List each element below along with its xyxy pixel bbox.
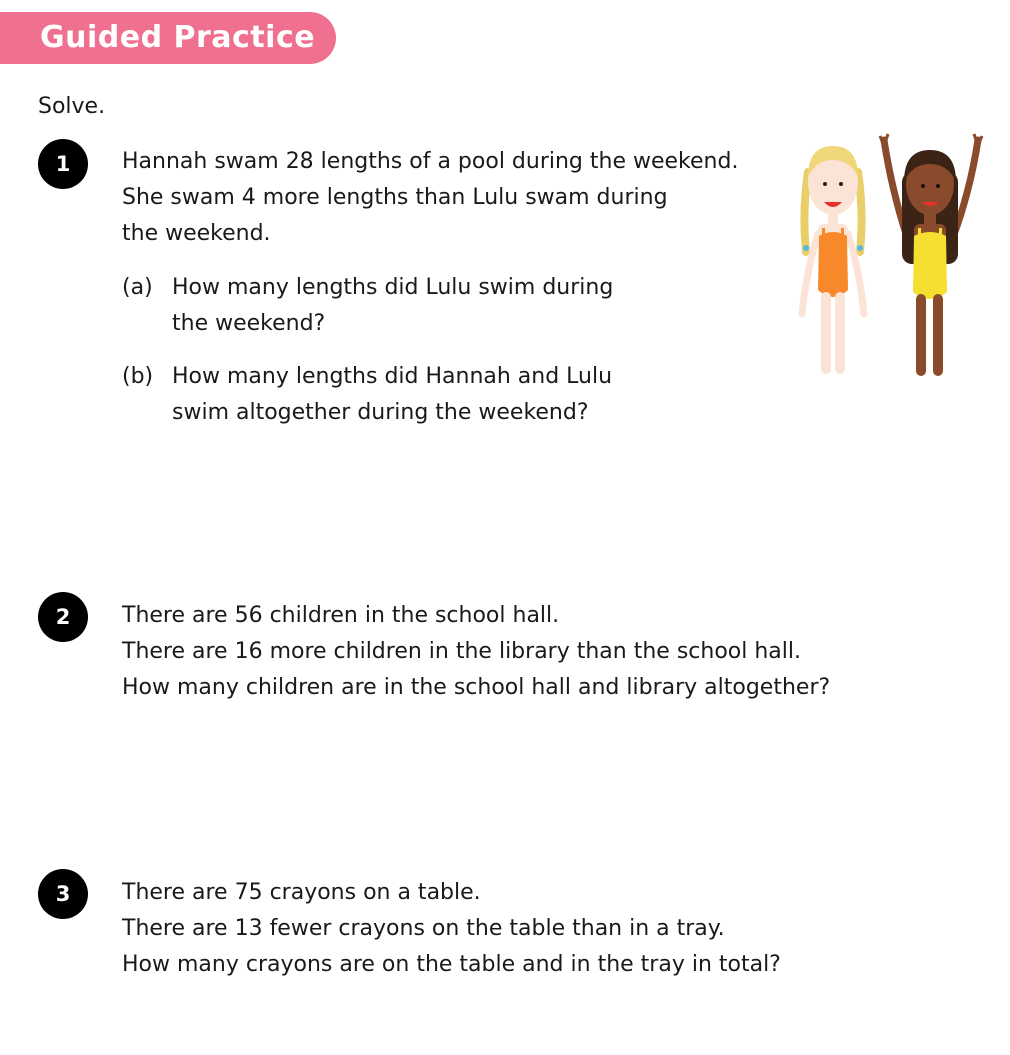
question-1-part-b [0,359,700,439]
part-label: (a) [122,275,153,300]
question-number-badge: 1 [38,139,88,189]
question-number-badge: 2 [38,592,88,642]
question-line: There are 75 crayons on a table. [122,880,481,905]
question-line: There are 13 fewer crayons on the table than in a tray. [122,916,725,941]
swimmer-blonde [802,146,864,374]
question-line: the weekend. [122,221,271,246]
question-line: Hannah swam 28 lengths of a pool during the weekend. [122,149,739,174]
question-3-text [122,875,781,983]
part-text [172,270,613,342]
part-line: the weekend? [172,311,326,336]
part-line: swim altogether during the weekend? [172,400,589,425]
question-line: There are 56 children in the school hall. [122,603,560,628]
swimmer-dark-hair [880,134,982,376]
page-title: Guided Practice [0,12,336,64]
question-2-text [122,598,830,706]
question-line: She swam 4 more lengths than Lulu swam during [122,185,668,210]
question-1-part-a [0,270,700,350]
part-line: How many lengths did Lulu swim during [172,275,614,300]
part-text [172,359,612,431]
part-line: How many lengths did Hannah and Lulu [172,364,613,389]
two-swimmers-illustration [792,132,988,382]
question-line: How many children are in the school hall and library altogether? [122,675,831,700]
part-label: (b) [122,364,154,389]
question-number-badge: 3 [38,869,88,919]
question-line: How many crayons are on the table and in the tray in total? [122,952,781,977]
instruction-text: Solve. [38,94,106,119]
question-line: There are 16 more children in the library than the school hall. [122,639,801,664]
question-1-text [122,144,738,252]
